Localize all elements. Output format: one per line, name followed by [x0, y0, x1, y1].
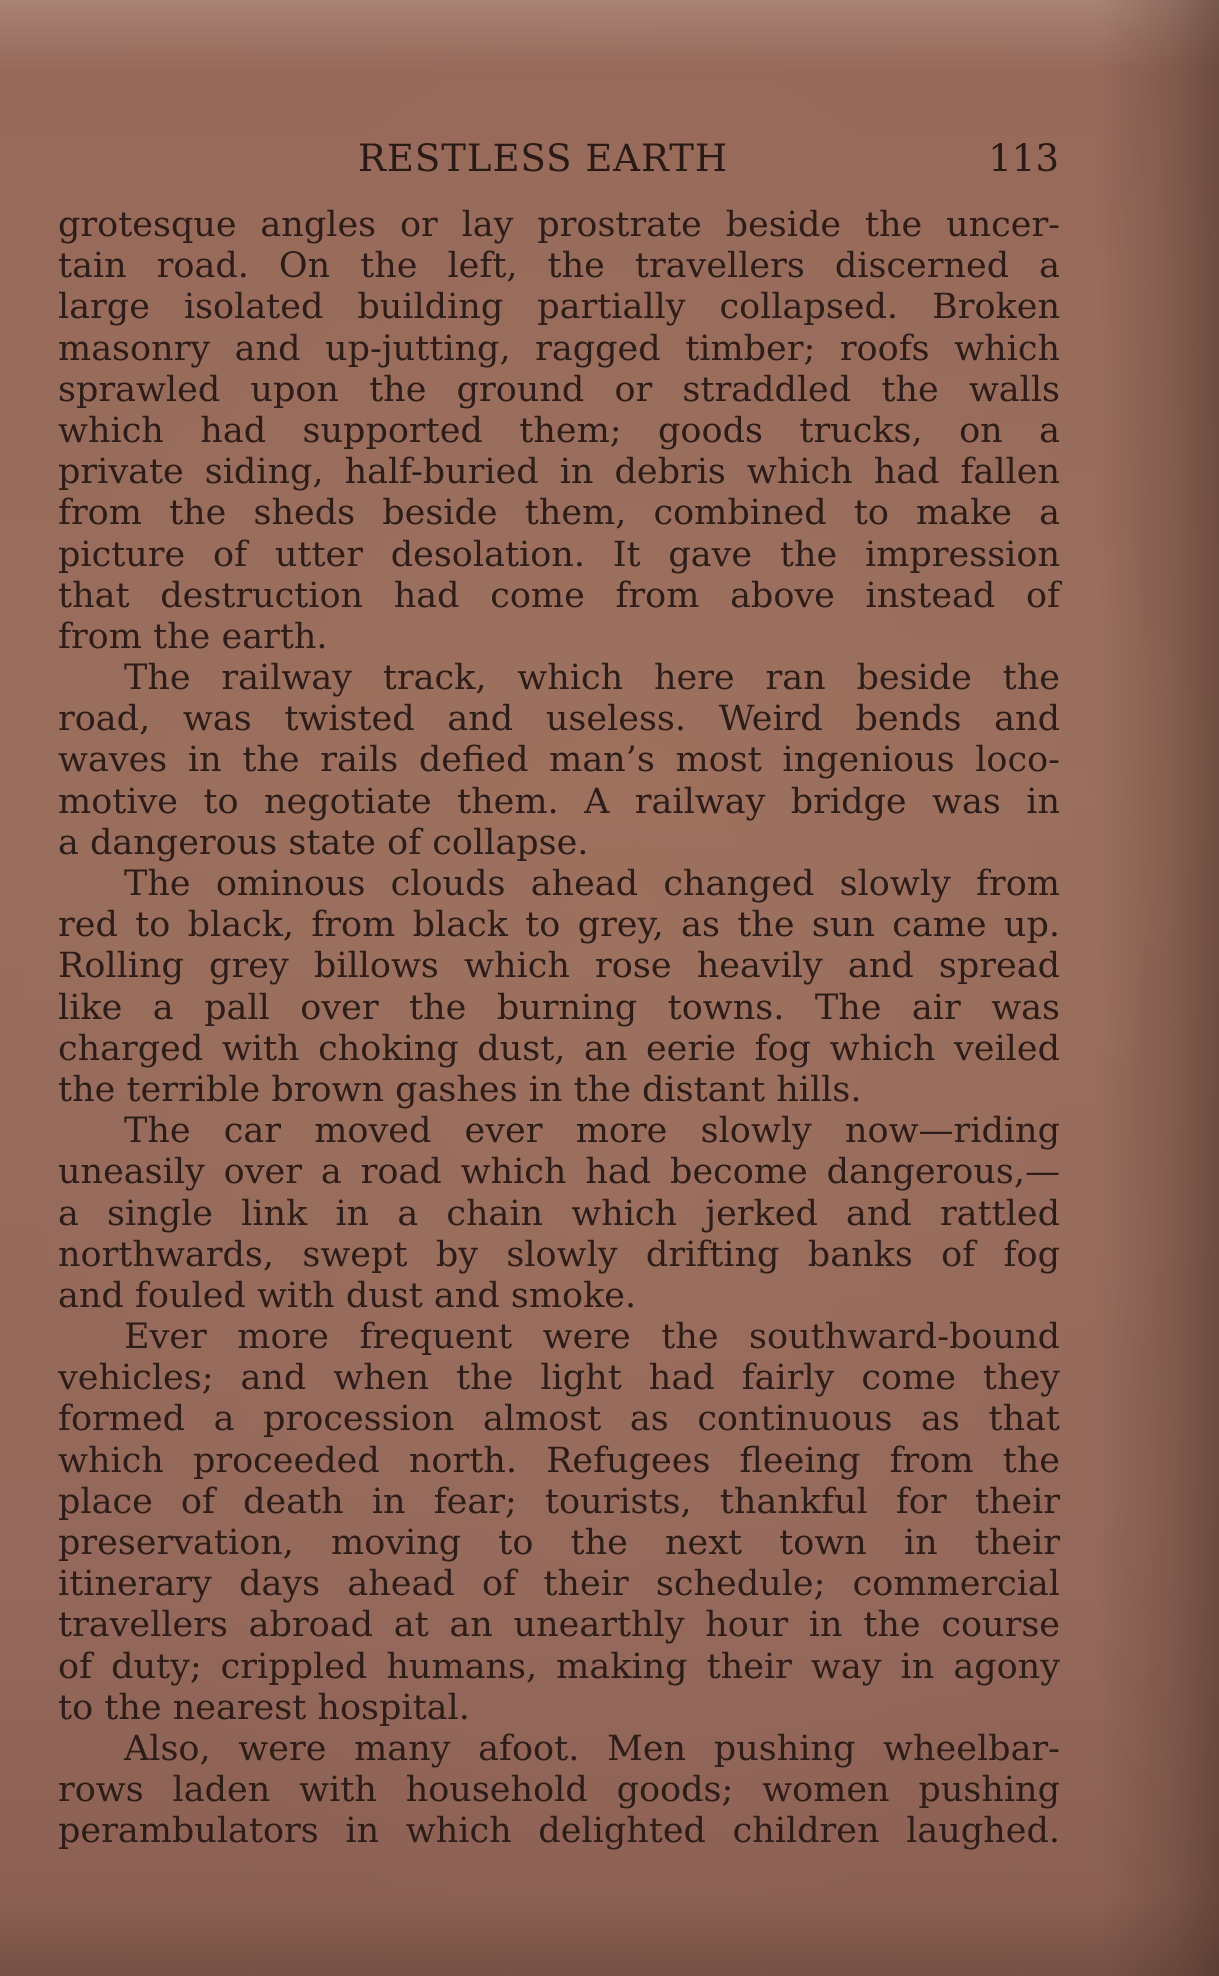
text-line: The ominous clouds ahead changed slowly from [124, 864, 1060, 904]
text-line: place of death in fear; tourists, thankful for their [58, 1481, 1060, 1522]
body-text [58, 205, 1060, 1853]
text-line: uneasily over a road which had become dangerous,— [58, 1152, 1060, 1193]
text-line: which proceeded north. Refugees fleeing from the [58, 1440, 1060, 1481]
text-line: rows laden with household goods; women pushing [58, 1770, 1060, 1811]
text-line: grotesque angles or lay prostrate beside the uncer- [58, 205, 1060, 245]
text-line: preservation, moving to the next town in their [58, 1523, 1060, 1563]
page-number: 113 [988, 137, 1059, 180]
running-title: RESTLESS EARTH [358, 137, 729, 180]
text-line: formed a procession almost as continuous as that [58, 1399, 1060, 1440]
page-bottom-edge [0, 1896, 1219, 1976]
text-line: charged with choking dust, an eerie fog which veiled [58, 1028, 1060, 1069]
text-line: perambulators in which delighted children laughed. [58, 1811, 1060, 1852]
text-line: itinerary days ahead of their schedule; commercial [58, 1564, 1060, 1605]
page-top-edge [0, 0, 1219, 70]
text-line: from the earth. [58, 616, 328, 657]
text-line: Rolling grey billows which rose heavily and spread [58, 946, 1060, 987]
text-line: like a pall over the burning towns. The air was [58, 987, 1060, 1028]
page-right-edge [1099, 0, 1219, 1976]
text-line: tain road. On the left, the travellers discerned a [58, 246, 1060, 287]
text-line: a single link in a chain which jerked and rattled [58, 1193, 1060, 1234]
text-line: from the sheds beside them, combined to make a [58, 493, 1060, 534]
text-line: northwards, swept by slowly drifting banks of fog [58, 1234, 1060, 1275]
text-line: private siding, half-buried in debris which had fallen [58, 452, 1060, 493]
text-line: travellers abroad at an unearthly hour in the course [58, 1605, 1060, 1646]
text-line: Also, were many afoot. Men pushing wheelbar- [124, 1728, 1060, 1769]
text-line: masonry and up-jutting, ragged timber; roofs which [58, 328, 1060, 369]
text-line: vehicles; and when the light had fairly come they [58, 1358, 1060, 1399]
text-line: The railway track, which here ran beside the [124, 658, 1060, 699]
text-line: road, was twisted and useless. Weird bends and [58, 699, 1060, 740]
text-line: to the nearest hospital. [58, 1687, 470, 1728]
text-line: a dangerous state of collapse. [58, 822, 589, 863]
text-line: The car moved ever more slowly now—riding [124, 1111, 1060, 1152]
text-line: sprawled upon the ground or straddled the walls [58, 369, 1060, 410]
text-line: picture of utter desolation. It gave the impression [58, 534, 1060, 575]
text-line: of duty; crippled humans, making their way in agony [58, 1646, 1060, 1687]
text-line: that destruction had come from above instead of [58, 575, 1060, 616]
text-line: Ever more frequent were the southward-bound [124, 1317, 1060, 1358]
text-line: and fouled with dust and smoke. [58, 1275, 637, 1316]
text-line: motive to negotiate them. A railway bridge was in [58, 781, 1060, 822]
page-header [358, 134, 1062, 184]
text-line: red to black, from black to grey, as the sun came up. [58, 905, 1060, 946]
text-line: waves in the rails defied man’s most ingenious loco- [58, 740, 1060, 781]
text-line: which had supported them; goods trucks, on a [58, 410, 1060, 451]
text-line: the terrible brown gashes in the distant hills. [58, 1069, 862, 1110]
text-line: large isolated building partially collapsed. Broken [58, 287, 1060, 328]
